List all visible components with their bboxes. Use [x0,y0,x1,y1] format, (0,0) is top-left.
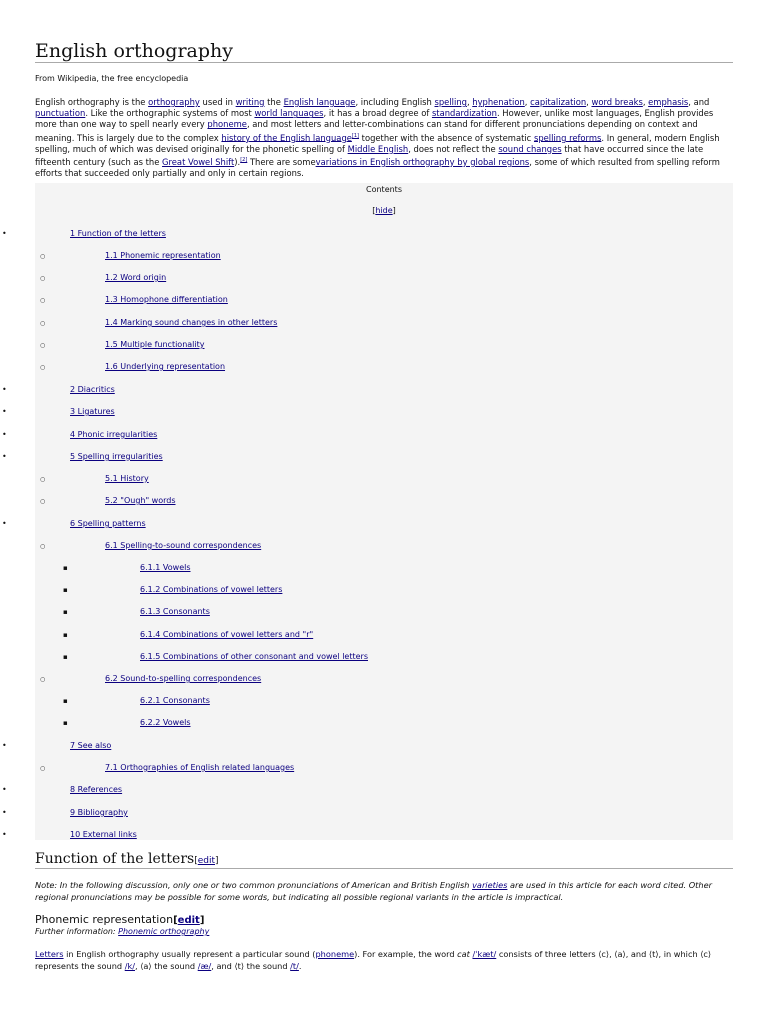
intro-paragraph [35,97,733,179]
toc-item[interactable]: 5 Spelling irregularities [70,452,163,461]
toc-bullet [2,808,7,817]
toc-bullet [63,652,68,661]
note-text: are used in this article for each word cited. Other regional pronunciations may be possible for some words, but indicating all possible regional variants in the article is impractical. [35,880,712,902]
link-world-languages[interactable]: world languages [254,108,324,119]
link-writing[interactable]: writing [235,97,265,107]
intro-text: . However, unlike most languages, English provides more than one way to spell nearly every [35,108,714,130]
section-note [35,880,733,903]
toc-bullet [2,385,7,394]
toc-hide-link[interactable]: hide [375,206,393,215]
toc-item[interactable]: 9 Bibliography [70,808,128,817]
toc-item[interactable]: 6.1.2 Combinations of vowel letters [140,585,283,594]
para-text: consists of three letters ⟨c⟩, ⟨a⟩, and ⟨t⟩, in which ⟨c⟩represents the sound [35,949,712,971]
link-phoneme-2[interactable]: phoneme [315,949,355,959]
section-heading-text: Function of the letters [35,851,195,867]
reference-1[interactable]: [1] [351,132,360,139]
intro-text: , [466,97,473,107]
intro-text: that have occurred since the late fifteenth century (such as the [35,143,704,167]
bracket: ] [215,856,219,866]
intro-text: , it has a broad degree of [323,108,432,119]
intro-text: , [586,97,592,107]
toc-item[interactable]: 6.2 Sound-to-spelling correspondences [105,674,262,683]
toc-item[interactable]: 6.1.1 Vowels [140,563,191,572]
link-punctuation[interactable]: punctuation [35,108,86,119]
toc-bullet [40,763,45,772]
toc-bullet [2,430,7,439]
toc-bullet [63,607,68,616]
intro-text: , [524,97,531,107]
link-spelling[interactable]: spelling [434,97,467,107]
section-edit [194,856,218,866]
toc-bullet [40,340,45,349]
para-text: , and ⟨t⟩ the sound [211,960,291,971]
title-divider [35,62,733,63]
ipa-ae[interactable]: /æ/ [197,960,212,971]
toc-item[interactable]: 1.3 Homophone differentiation [105,295,228,304]
toc-item[interactable]: 1.2 Word origin [105,273,167,282]
link-letters[interactable]: Letters [35,949,64,959]
toc-bullet [40,273,45,282]
toc-item[interactable]: 6.2.2 Vowels [140,718,191,727]
section-heading [35,851,219,867]
para-text: in English orthography usually represent a particular sound ( [63,949,316,959]
toc-item[interactable]: 3 Ligatures [70,407,115,416]
reference-2[interactable]: [2] [240,156,248,163]
toc-item[interactable]: 6.2.1 Consonants [140,696,210,705]
link-phonemic-orthography[interactable]: Phonemic orthography [118,927,210,936]
toc-item[interactable]: 6.1.4 Combinations of vowel letters and "r" [140,630,314,639]
intro-text: . Like the orthographic systems of most [85,108,255,119]
subsection-edit-link[interactable]: edit [177,915,200,926]
toc-bullet [63,585,68,594]
para-text: ). For example, the word [354,949,458,959]
toc-item[interactable]: 6 Spelling patterns [70,519,146,528]
toc-bullet [40,541,45,550]
para-text: . [298,960,302,971]
link-sound-changes[interactable]: sound changes [498,143,562,154]
intro-text: . In general, modern English spelling, much of which was devised originally for the phonetic spelling of [35,132,720,154]
toc-item[interactable]: 8 References [70,785,123,794]
intro-text: used in [199,97,236,107]
toc-bullet [63,630,68,639]
para-text: , ⟨a⟩ the sound [134,960,198,971]
intro-text: English orthography is the [35,97,149,107]
link-word-breaks[interactable]: word breaks [591,97,643,107]
toc-bullet [63,563,68,572]
toc-title: Contents [366,185,402,194]
toc-item[interactable]: 1.1 Phonemic representation [105,251,221,260]
link-hyphenation[interactable]: hyphenation [472,97,525,107]
intro-text: , does not reflect the [408,143,499,154]
toc-bullet [2,785,7,794]
section-edit-link[interactable]: edit [197,856,215,866]
section-divider [35,868,733,869]
toc-item[interactable]: 5.1 History [105,474,149,483]
table-of-contents [35,183,733,840]
toc-bullet [2,229,7,238]
toc-hide [35,206,733,215]
toc-bullet [40,496,45,505]
tagline: From Wikipedia, the free encyclopedia [35,74,189,83]
toc-bullet [2,830,7,839]
toc-item[interactable]: 7.1 Orthographies of English related languages [105,763,295,772]
toc-item[interactable]: 10 External links [70,830,137,839]
toc-bullet [40,295,45,304]
toc-bullet [2,407,7,416]
link-varieties[interactable]: varieties [472,880,508,890]
intro-text: , some of which resulted from spelling reform efforts that succeeded only partially and only in certain regions. [35,156,720,178]
toc-bullet [2,519,7,528]
toc-item[interactable]: 6.1.3 Consonants [140,607,210,616]
link-history[interactable]: history of the English language [221,132,352,143]
toc-item[interactable]: 1.5 Multiple functionality [105,340,205,349]
intro-text: , including English [355,97,435,107]
paragraph-phonemic [35,949,733,972]
ipa-cat[interactable]: /ˈkæt/ [472,949,497,959]
note-text: Note: In the following discussion, only one or two common pronunciations of American and British English [35,880,473,890]
intro-text: There are some [247,156,316,167]
link-orthography[interactable]: orthography [148,97,200,107]
toc-bullet [2,452,7,461]
intro-text: , and [688,97,710,107]
toc-item[interactable]: 2 Diacritics [70,385,115,394]
intro-text: ). [234,156,241,167]
link-phoneme[interactable]: phoneme [207,119,247,130]
link-capitalization[interactable]: capitalization [530,97,587,107]
toc-item[interactable]: 6.1.5 Combinations of other consonant and vowel letters [140,652,368,661]
link-emphasis[interactable]: emphasis [648,97,689,107]
toc-item[interactable]: 1 Function of the letters [70,229,166,238]
bracket: [ [372,206,376,215]
bracket: ] [199,915,205,926]
toc-bullet [40,251,45,260]
intro-text: the [264,97,284,107]
intro-text: together with the absence of systematic [359,132,534,143]
intro-text: , and most letters and letter-combinations can stand for different pronunciations depending on context and meaning. This is largely due to the complex [35,119,698,143]
toc-bullet [63,696,68,705]
further-label: Further information: [35,927,119,936]
link-variations[interactable]: variations in English orthography by global regions [315,156,530,167]
link-spelling-reforms[interactable]: spelling reforms [533,132,602,143]
toc-item[interactable]: 1.6 Underlying representation [105,362,226,371]
ipa-t[interactable]: /t/ [290,960,299,971]
intro-text: , [642,97,649,107]
subsection-heading-text: Phonemic representation [35,913,174,926]
bracket: [ [173,915,178,926]
link-great-vowel-shift[interactable]: Great Vowel Shift [162,156,235,167]
toc-bullet [63,718,68,727]
toc-bullet [40,474,45,483]
toc-bullet [40,674,45,683]
toc-item[interactable]: 6.1 Spelling-to-sound correspondences [105,541,262,550]
toc-bullet [2,741,7,750]
toc-item[interactable]: 1.4 Marking sound changes in other letters [105,318,278,327]
bracket: ] [392,206,396,215]
link-standardization[interactable]: standardization [431,108,497,119]
toc-bullet [40,318,45,327]
toc-bullet [40,362,45,371]
subsection-edit [173,915,204,926]
word-cat: cat [457,949,470,959]
toc-item[interactable]: 7 See also [70,741,112,750]
bracket: [ [194,856,198,866]
link-english-language[interactable]: English language [283,97,356,107]
page-title: English orthography [35,40,233,62]
ipa-k[interactable]: /k/ [124,960,135,971]
toc-item[interactable]: 4 Phonic irregularities [70,430,158,439]
link-middle-english[interactable]: Middle English [347,143,409,154]
subsection-heading [35,913,204,926]
further-information [35,927,209,936]
toc-item[interactable]: 5.2 "Ough" words [105,496,176,505]
